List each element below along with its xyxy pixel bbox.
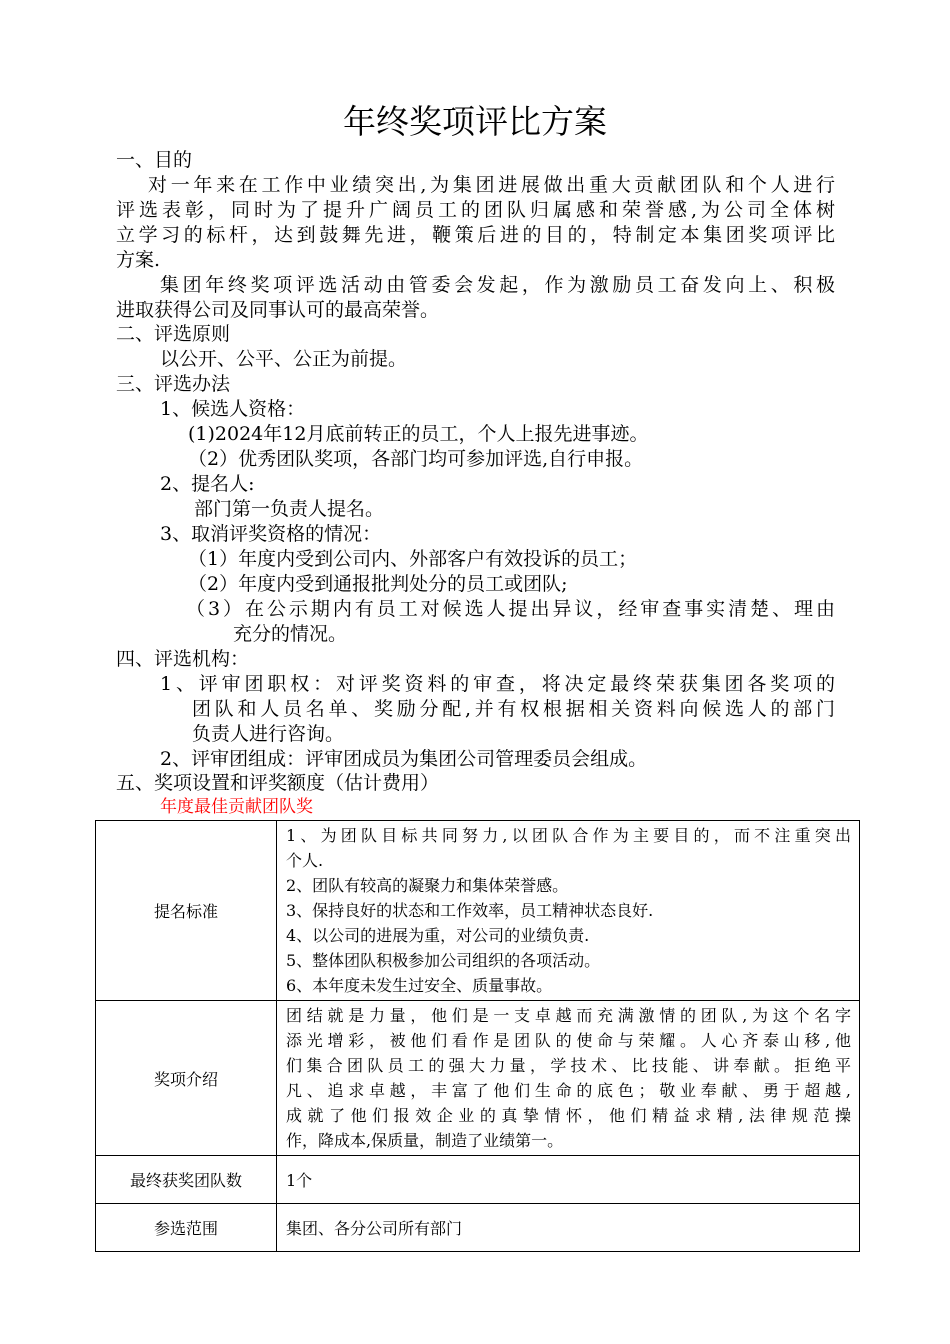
award-name: 年度最佳贡献团队奖 (160, 797, 313, 817)
list-subitem: 充分的情况。 (233, 623, 348, 645)
section-2-heading: 二、评选原则 (116, 323, 231, 345)
list-item: 1、评审团职权：对评奖资料的审查，将决定最终荣获集团各奖项的 (160, 673, 835, 695)
table-row (96, 1001, 860, 1156)
award-table (95, 820, 860, 1252)
table-row (96, 1204, 860, 1252)
criteria-line: 个人. (286, 851, 324, 870)
intro-label: 奖项介绍 (96, 1001, 277, 1156)
criteria-label: 提名标准 (96, 821, 277, 1001)
principle-text: 以公开、公平、公正为前提。 (160, 348, 408, 370)
list-subitem: (1)2024年12月底前转正的员工，个人上报先进事迹。 (188, 423, 649, 445)
criteria-line: 3、保持良好的状态和工作效率，员工精神状态良好. (286, 901, 654, 920)
criteria-line: 5、整体团队积极参加公司组织的各项活动。 (286, 951, 601, 970)
count-label: 最终获奖团队数 (96, 1156, 277, 1204)
scope-value: 集团、各分公司所有部门 (277, 1204, 860, 1252)
list-subitem: （1）年度内受到公司内、外部客户有效投诉的员工； (188, 548, 638, 570)
paragraph-line: 评选表彰，同时为了提升广阔员工的团队归属感和荣誉感,为公司全体树 (116, 199, 835, 221)
list-item: 1、候选人资格： (160, 398, 306, 420)
list-item: 2、提名人: (160, 473, 255, 495)
intro-line: 凡、追求卓越，丰富了他们生命的底色；敬业奉献、勇于超越, (286, 1081, 851, 1100)
document-title: 年终奖项评比方案 (343, 102, 607, 141)
criteria-line: 6、本年度未发生过安全、质量事故。 (286, 976, 553, 995)
intro-line: 作，降成本,保质量，制造了业绩第一。 (286, 1131, 564, 1150)
list-item: 团队和人员名单、奖励分配,并有权根据相关资料向候选人的部门 (192, 698, 835, 720)
intro-cell (277, 1001, 860, 1156)
criteria-line: 4、以公司的进展为重，对公司的业绩负责. (286, 926, 590, 945)
list-subitem: 部门第一负责人提名。 (194, 498, 385, 520)
intro-line: 成就了他们报效企业的真挚情怀，他们精益求精,法律规范操 (286, 1106, 851, 1125)
intro-line: 们集合团队员工的强大力量，学技术、比技能、讲奉献。拒绝平 (286, 1056, 851, 1075)
paragraph-line: 进取获得公司及同事认可的最高荣誉。 (116, 299, 440, 321)
criteria-line: 1、为团队目标共同努力,以团队合作为主要目的，而不注重突出 (286, 826, 851, 845)
list-item: 2、评审团组成：评审团成员为集团公司管理委员会组成。 (160, 748, 648, 770)
table-row (96, 821, 860, 1001)
section-3-heading: 三、评选办法 (116, 373, 231, 395)
list-item: 3、取消评奖资格的情况： (160, 523, 382, 545)
intro-line: 团结就是力量，他们是一支卓越而充满激情的团队,为这个名字 (286, 1006, 851, 1025)
count-value: 1个 (277, 1156, 860, 1204)
list-item: 负责人进行咨询。 (192, 723, 345, 745)
criteria-cell (277, 821, 860, 1001)
paragraph-line: 对一年来在工作中业绩突出,为集团进展做出重大贡献团队和个人进行 (148, 174, 835, 196)
list-subitem: （3）在公示期内有员工对候选人提出异议，经审查事实清楚、理由 (186, 598, 835, 620)
scope-label: 参选范围 (96, 1204, 277, 1252)
section-1-heading: 一、目的 (116, 149, 193, 171)
criteria-line: 2、团队有较高的凝聚力和集体荣誉感。 (286, 876, 569, 895)
paragraph-line: 方案. (116, 249, 161, 271)
intro-line: 添光增彩，被他们看作是团队的使命与荣耀。人心齐泰山移,他 (286, 1031, 851, 1050)
section-4-heading: 四、评选机构： (116, 648, 250, 670)
list-subitem: （2）年度内受到通报批判处分的员工或团队; (188, 573, 568, 595)
section-5-heading: 五、奖项设置和评奖额度（估计费用） (116, 772, 440, 794)
table-row (96, 1156, 860, 1204)
list-subitem: （2）优秀团队奖项，各部门均可参加评选,自行申报。 (188, 448, 644, 470)
paragraph-line: 集团年终奖项评选活动由管委会发起，作为激励员工奋发向上、积极 (160, 274, 835, 296)
paragraph-line: 立学习的标杆，达到鼓舞先进，鞭策后进的目的，特制定本集团奖项评比 (116, 224, 835, 246)
